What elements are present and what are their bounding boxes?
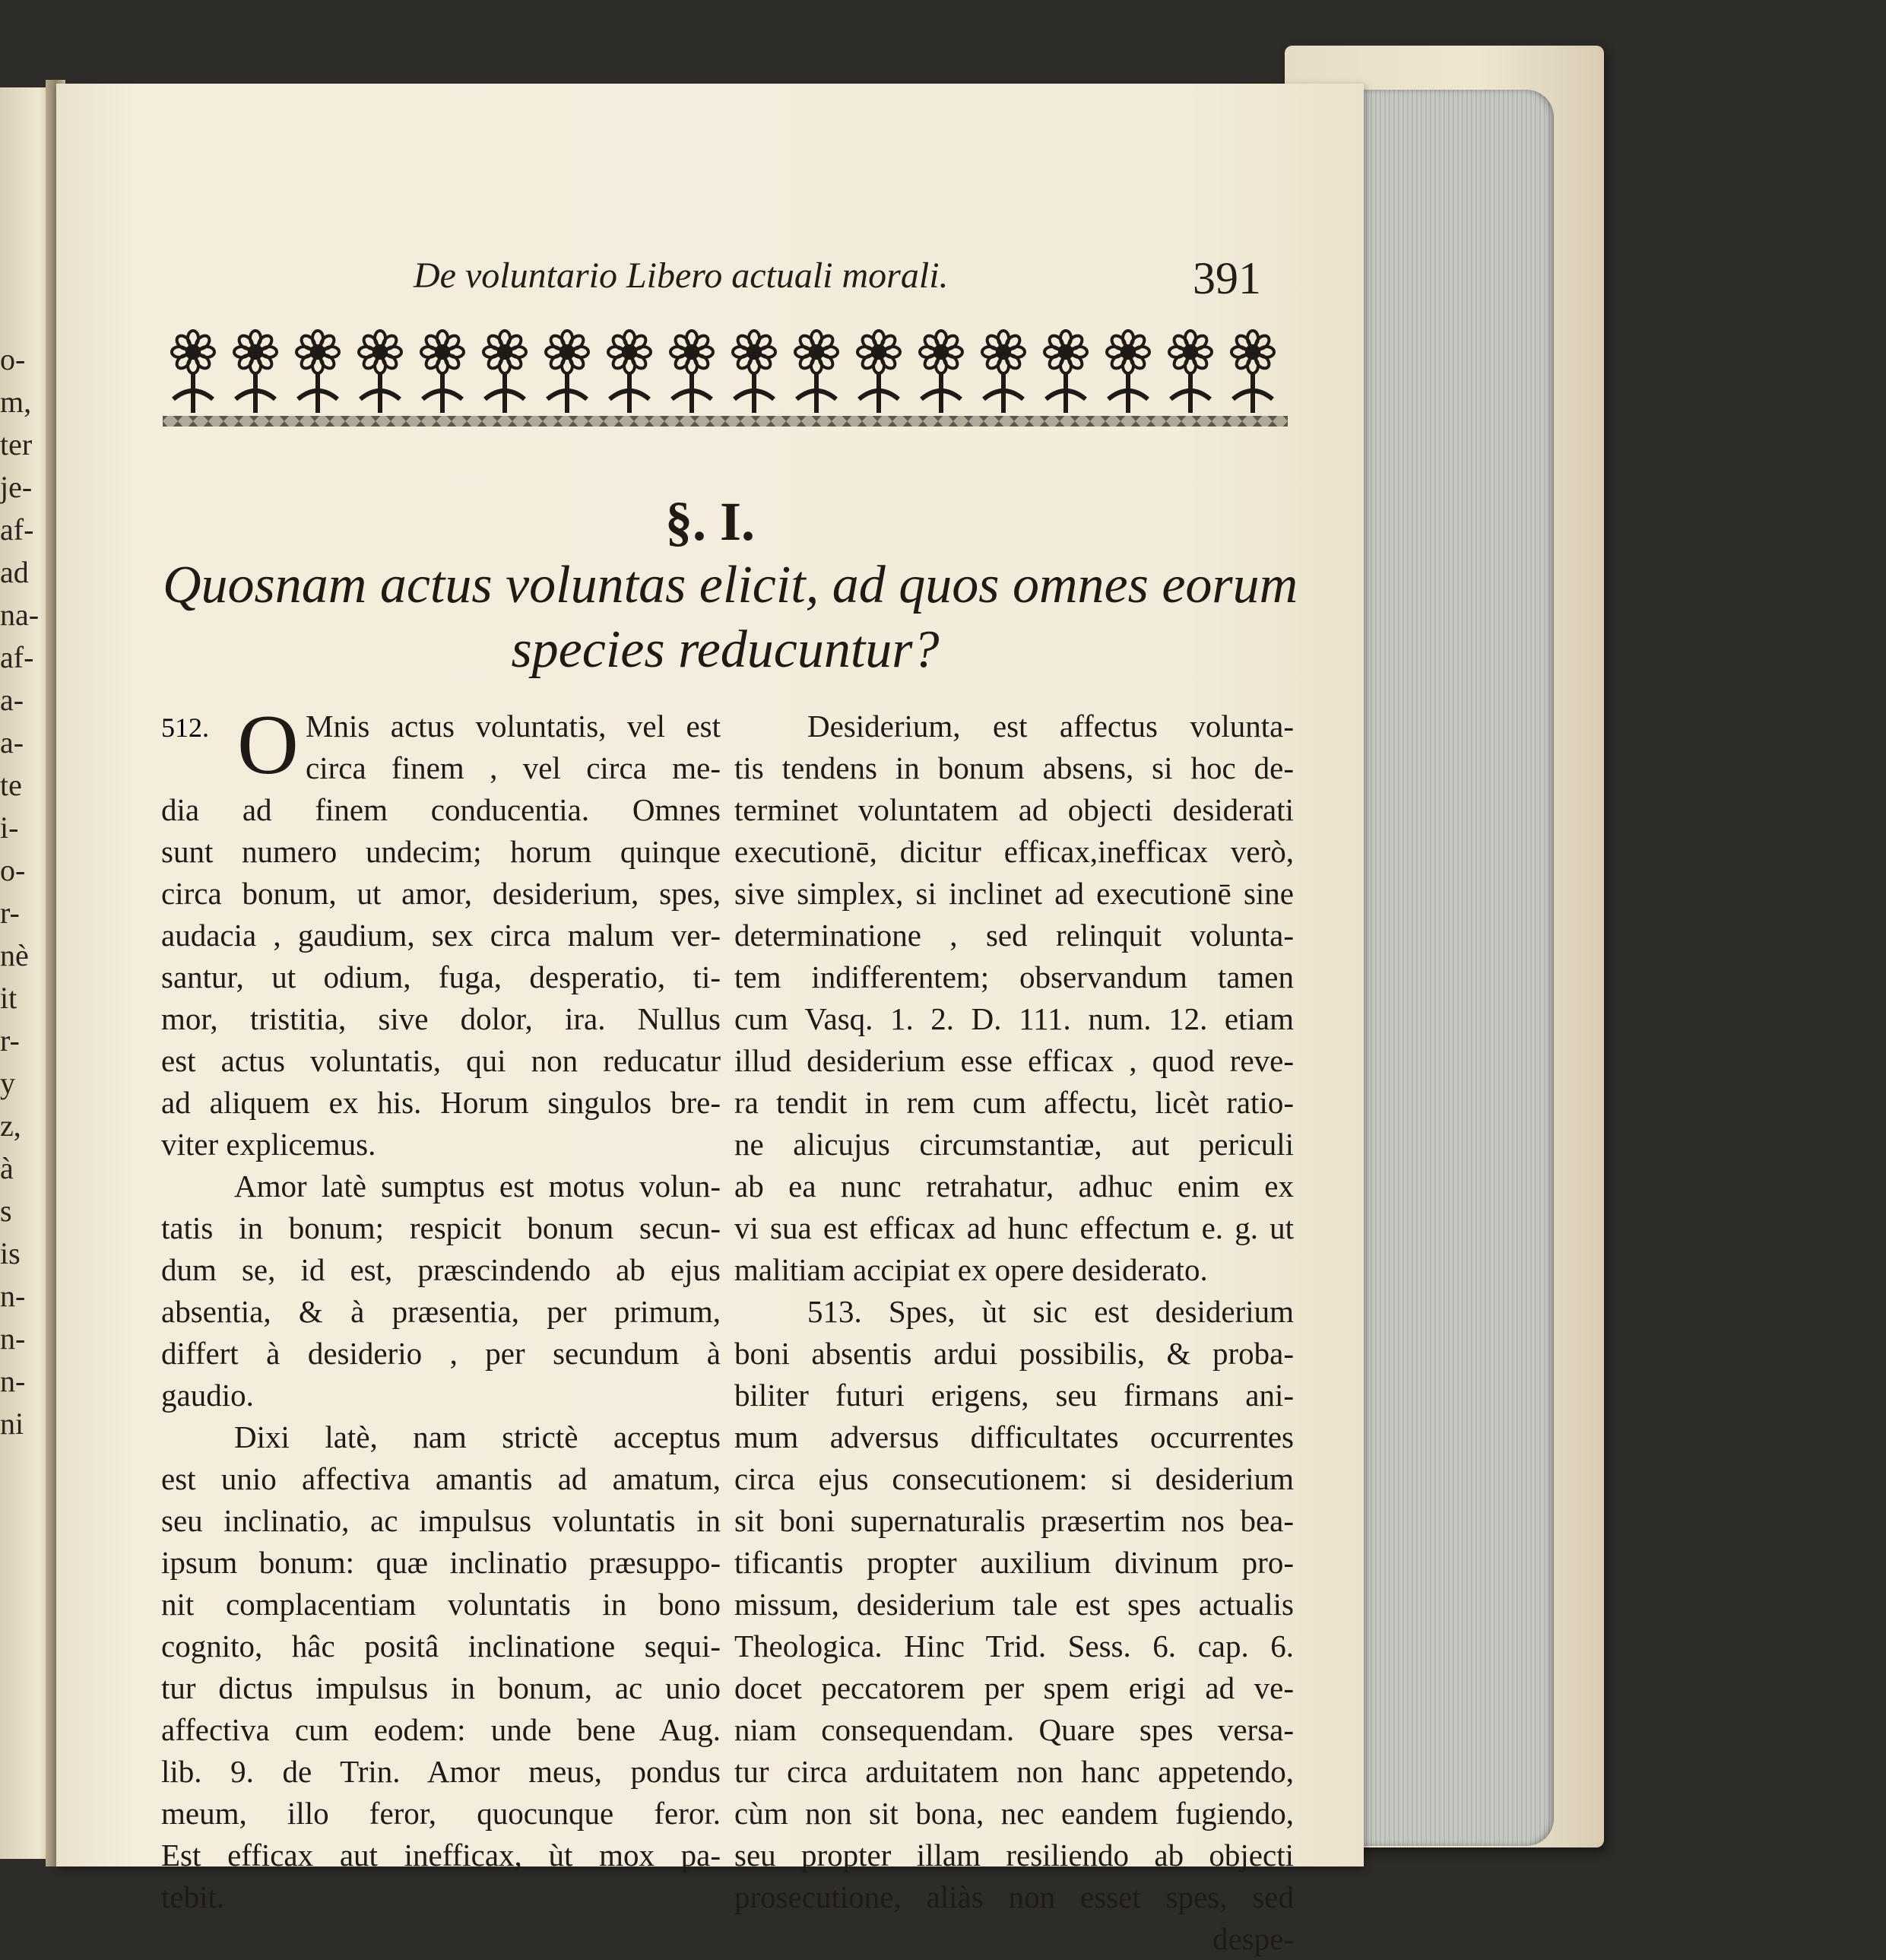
flower-ornament-icon [1044,331,1087,413]
left-text-line: santur, ut odium, fuga, desperatio, ti- [161,959,721,994]
page-number: 391 [1193,253,1261,303]
flower-ornament-icon [1107,331,1149,413]
left-text-line: seu inclinatio, ac impulsus voluntatis in [161,1503,721,1538]
flower-ornament-icon [1231,331,1274,413]
right-text-line: boni absentis ardui possibilis, & proba- [734,1336,1294,1371]
left-text-line: dum se, id est, præscindendo ab ejus [161,1252,721,1287]
left-text-line: nit complacentiam voluntatis in bono [161,1587,721,1622]
left-text-line: sunt numero undecim; horum quinque [161,834,721,869]
flower-ornament-icon [857,331,900,413]
margin-fragment: r- [0,1023,20,1058]
margin-fragment: n- [0,1364,26,1398]
right-text-line: tem indifferentem; observandum tamen [734,959,1294,994]
left-text-column [161,698,721,1918]
margin-fragment: af- [0,640,34,674]
right-text-line: mum adversus difficultates occurrentes [734,1419,1294,1454]
right-text-line: executionē, dicitur efficax,inefficax verò, [734,834,1294,869]
left-text-line: dia ad finem conducentia. Omnes [161,792,721,827]
right-text-line: sit boni supernaturalis præsertim nos bea- [734,1503,1294,1538]
left-text-line: Mnis actus voluntatis, vel est [306,709,721,744]
left-text-line: viter explicemus. [161,1127,376,1162]
left-text-line: mor, tristitia, sive dolor, ira. Nullus [161,1001,721,1036]
paragraph-number-512: 512. [161,712,209,743]
left-text-line: circa bonum, ut amor, desiderium, spes, [161,876,721,911]
section-heading-line-1: Quosnam actus voluntas elicit, ad quos omnes eorum [163,556,1298,614]
right-text-line: sive simplex, si inclinet ad executionē sine [734,876,1294,911]
right-text-line: ne alicujus circumstantiæ, aut periculi [734,1127,1294,1162]
page-block-edge [1355,90,1554,1846]
right-text-line: biliter futuri erigens, seu firmans ani- [734,1378,1294,1413]
margin-fragment: it [0,981,17,1015]
section-heading-line-2: species reducuntur? [511,620,940,679]
right-text-line: illud desiderium esse efficax , quod reve- [734,1043,1294,1078]
book-page [56,84,1364,1956]
margin-fragment: m, [0,385,32,419]
left-text-line: tur dictus impulsus in bonum, ac unio [161,1670,721,1705]
left-text-line: Est efficax aut inefficax, ùt mox pa- [161,1838,721,1873]
right-text-line: malitiam accipiat ex opere desiderato. [734,1252,1208,1287]
flower-ornament-icon [359,331,401,413]
floral-ornament-band [163,316,1288,437]
flower-ornament-icon [1169,331,1212,413]
margin-fragment: z, [0,1108,21,1143]
right-text-line: docet peccatorem per spem erigi ad ve- [734,1670,1294,1705]
left-text-line: tebit. [161,1879,225,1914]
right-text-line: vi sua est efficax ad hunc effectum e. g. ut [734,1210,1294,1245]
margin-fragment: na- [0,598,40,632]
left-text-line: ad aliquem ex his. Horum singulos bre- [161,1085,721,1120]
right-text-line: 513. Spes, ùt sic est desiderium [807,1294,1294,1329]
margin-fragment: o- [0,342,26,376]
flower-ornament-icon [234,331,277,413]
margin-fragment: ni [0,1407,24,1441]
left-text-line: circa finem , vel circa me- [306,750,721,785]
right-text-line: terminet voluntatem ad objecti desiderati [734,792,1294,827]
flower-ornament-icon [795,331,838,413]
left-text-line: est actus voluntatis, qui non reducatur [161,1043,721,1078]
margin-fragment: à [0,1151,14,1185]
margin-fragment: i- [0,810,19,845]
flower-ornament-icon [670,331,713,413]
right-text-column [734,706,1294,1960]
running-head: De voluntario Libero actuali morali. [414,255,949,296]
right-text-line: missum, desiderium tale est spes actualis [734,1587,1294,1622]
right-text-line: Theologica. Hinc Trid. Sess. 6. cap. 6. [734,1629,1294,1663]
right-text-line: tificantis propter auxilium divinum pro- [734,1545,1294,1580]
margin-fragment: nè [0,938,29,972]
left-text-line: absentia, & à præsentia, per primum, [161,1294,721,1329]
left-text-line: est unio affectiva amantis ad amatum, [161,1461,721,1496]
left-text-line: audacia , gaudium, sex circa malum ver- [161,918,721,953]
flower-ornament-icon [733,331,775,413]
left-text-line: ipsum bonum: quæ inclinatio præsuppo- [161,1545,721,1580]
right-text-line: determinatione , sed relinquit volunta- [734,918,1294,953]
margin-fragment: r- [0,896,20,930]
flower-ornament-icon [608,331,651,413]
flower-ornament-icon [421,331,464,413]
right-text-line: ab ea nunc retrahatur, adhuc enim ex [734,1169,1294,1204]
right-text-line: cùm non sit bona, nec eandem fugiendo, [734,1796,1294,1831]
margin-fragment: te [0,768,22,802]
margin-fragment: af- [0,512,34,547]
right-text-line: niam consequendam. Quare spes versa- [734,1712,1294,1747]
right-text-line: despe- [1212,1921,1294,1956]
section-mark: §. I. [664,491,756,552]
flower-ornament-icon [296,331,339,413]
flower-ornament-icon [982,331,1025,413]
left-margin-fragments [0,338,46,1445]
left-text-line: tatis in bonum; respicit bonum secun- [161,1210,721,1245]
right-text-line: circa ejus consecutionem: si desiderium [734,1461,1294,1496]
margin-fragment: y [0,1066,15,1100]
left-text-line: Dixi latè, nam strictè acceptus [234,1419,721,1454]
flower-ornament-icon [483,331,526,413]
margin-fragment: a- [0,683,24,717]
margin-fragment: is [0,1236,21,1270]
left-text-line: Amor latè sumptus est motus volun- [234,1169,721,1204]
right-text-line: tis tendens in bonum absens, si hoc de- [734,750,1294,785]
right-text-line: prosecutione, aliàs non esset spes, sed [734,1879,1294,1914]
right-text-line: seu propter illam resiliendo ab objecti [734,1838,1294,1873]
margin-fragment: ad [0,555,29,589]
margin-fragment: n- [0,1321,26,1356]
left-text-line: differt à desiderio , per secundum à [161,1336,721,1371]
margin-fragment: s [0,1194,12,1228]
right-text-line: cum Vasq. 1. 2. D. 111. num. 12. etiam [734,1001,1294,1036]
margin-fragment: o- [0,853,26,887]
flower-ornament-icon [172,331,214,413]
left-text-line: gaudio. [161,1378,254,1413]
margin-fragment: je- [0,470,33,504]
margin-fragment: n- [0,1279,26,1313]
right-text-line: ra tendit in rem cum affectu, licèt ratio- [734,1085,1294,1120]
margin-fragment: a- [0,725,24,760]
left-text-line: affectiva cum eodem: unde bene Aug. [161,1712,721,1747]
left-text-line: lib. 9. de Trin. Amor meus, pondus [161,1754,721,1789]
flower-ornament-icon [546,331,588,413]
right-text-line: Desiderium, est affectus volunta- [807,709,1294,744]
flower-ornament-icon [920,331,962,413]
right-text-line: tur circa arduitatem non hanc appetendo, [734,1754,1294,1789]
left-text-line: cognito, hâc positâ inclinatione sequi- [161,1629,721,1663]
drop-cap: O [237,698,299,792]
left-text-line: meum, illo feror, quocunque feror. [161,1796,721,1831]
margin-fragment: ter [0,427,33,461]
